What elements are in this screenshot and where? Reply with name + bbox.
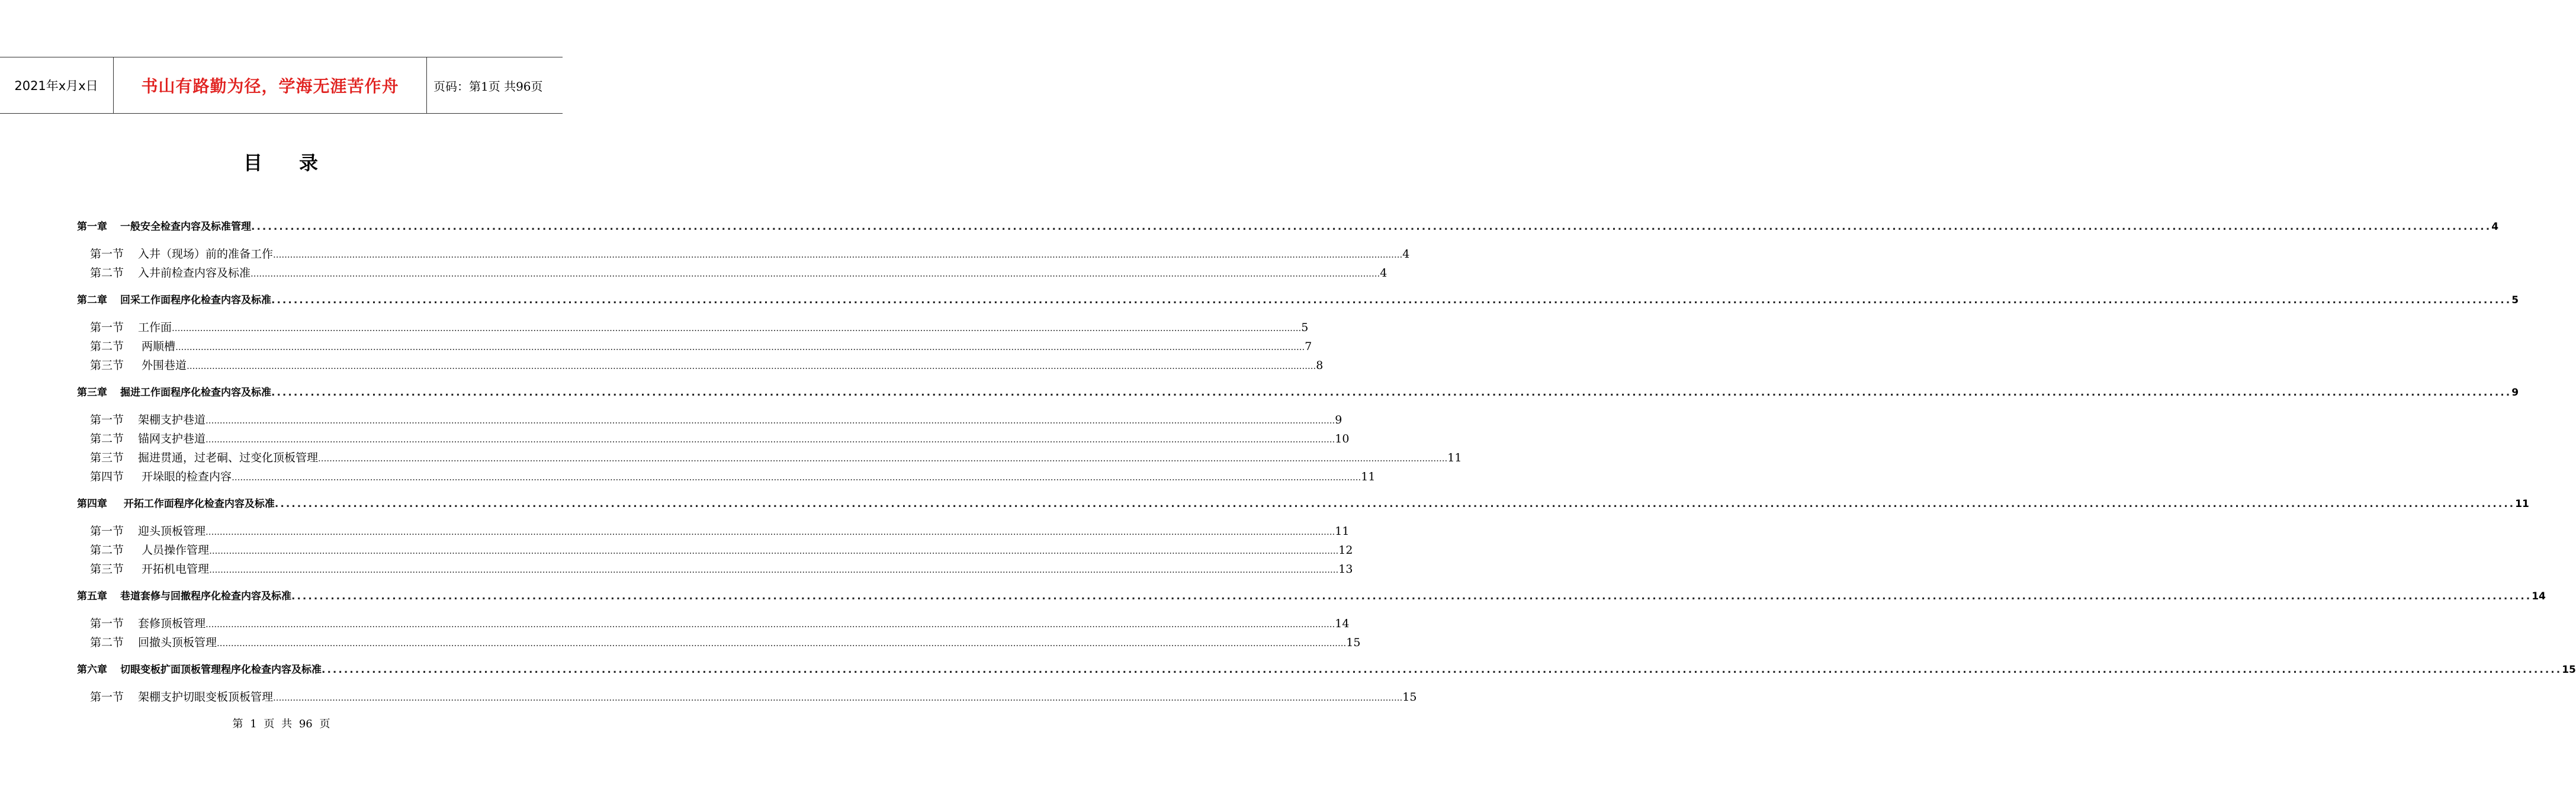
toc-entry-number: 第一节 <box>90 691 124 704</box>
toc-entry-number: 第六章 <box>77 664 107 676</box>
toc-leader-dots: ................................................................................................................................................................................................................................................................................................................................................................................................................ <box>209 564 1339 575</box>
toc-entry-text: 开拓机电管理 <box>138 563 210 576</box>
toc-entry-label <box>77 218 251 233</box>
toc-entry-label <box>90 338 175 354</box>
toc-entry-text: 开垛眼的检查内容 <box>138 470 232 483</box>
toc-entry-number: 第二章 <box>77 294 107 306</box>
toc-section-entry[interactable] <box>90 319 1309 335</box>
toc-entry-label <box>90 449 318 465</box>
toc-entry-number: 第三节 <box>90 359 124 372</box>
toc-leader-dots: ................................................................................................................................................................................................................................................................................................................................................................................................................ <box>274 498 2516 510</box>
toc-entry-label <box>90 411 205 427</box>
toc-entry-text: 入井前检查内容及标准 <box>138 267 251 280</box>
toc-entry-label <box>77 661 322 676</box>
toc-entry-text: 人员操作管理 <box>138 544 210 557</box>
toc-entry-text: 迎头顶板管理 <box>138 525 206 538</box>
toc-entry-number: 第一章 <box>77 221 107 233</box>
toc-entry-label <box>90 245 273 261</box>
toc-leader-dots: ................................................................................................................................................................................................................................................................................................................................................................................................................ <box>251 221 2492 233</box>
page-footer: 第 1 页 共 96 页 <box>232 718 330 730</box>
toc-entry-text: 锚网支护巷道 <box>138 432 206 445</box>
toc-leader-dots: ................................................................................................................................................................................................................................................................................................................................................................................................................ <box>273 692 1403 703</box>
toc-entry-text: 两顺槽 <box>138 340 176 353</box>
toc-chapter-entry[interactable] <box>77 661 2576 676</box>
toc-entry-text: 掘进贯通，过老硐、过变化顶板管理 <box>138 451 319 464</box>
toc-leader-dots: ................................................................................................................................................................................................................................................................................................................................................................................................................ <box>205 619 1335 630</box>
toc-entry-number: 第五章 <box>77 590 107 602</box>
toc-entry-label <box>90 468 232 484</box>
toc-entry-label <box>90 560 209 576</box>
toc-leader-dots: ................................................................................................................................................................................................................................................................................................................................................................................................................ <box>205 415 1335 426</box>
toc-section-entry[interactable] <box>90 468 1376 484</box>
toc-entry-text: 一般安全检查内容及标准管理 <box>120 221 251 233</box>
toc-title-left: 目 <box>243 152 264 174</box>
toc-page-number: 12 <box>1338 544 1353 557</box>
toc-entry-label <box>90 319 172 335</box>
toc-leader-dots: ................................................................................................................................................................................................................................................................................................................................................................................................................ <box>175 342 1305 352</box>
toc-entry-label <box>77 495 275 510</box>
toc-entry-number: 第二节 <box>90 267 124 280</box>
toc-section-entry[interactable] <box>90 338 1312 354</box>
toc-entry-number: 第一节 <box>90 525 124 538</box>
toc-entry-label <box>90 634 217 650</box>
toc-leader-dots: ................................................................................................................................................................................................................................................................................................................................................................................................................ <box>271 387 2512 399</box>
toc-entry-text: 回采工作面程序化检查内容及标准 <box>120 294 271 306</box>
toc-entry-text: 入井（现场）前的准备工作 <box>138 248 274 261</box>
toc-page-number: 4 <box>1380 267 1387 280</box>
page-header <box>0 57 563 114</box>
toc-section-entry[interactable] <box>90 522 1350 538</box>
toc-chapter-entry[interactable] <box>77 495 2529 510</box>
toc-section-entry[interactable] <box>90 357 1324 373</box>
toc-title <box>0 148 563 175</box>
toc-leader-dots: ................................................................................................................................................................................................................................................................................................................................................................................................................ <box>271 294 2512 306</box>
toc-page-number: 15 <box>2562 664 2576 676</box>
toc-page-number: 9 <box>2511 387 2519 399</box>
toc-entry-text: 切眼变板扩面顶板管理程序化检查内容及标准 <box>120 664 322 676</box>
toc-section-entry[interactable] <box>90 430 1350 446</box>
toc-page-number: 11 <box>1361 470 1376 483</box>
toc-section-entry[interactable] <box>90 245 1410 261</box>
header-date: 2021年x月x日 <box>14 79 98 93</box>
toc-chapter-entry[interactable] <box>77 384 2519 399</box>
toc-entry-label <box>90 264 250 280</box>
toc-entry-number: 第四章 <box>77 498 107 510</box>
toc-chapter-entry[interactable] <box>77 588 2546 602</box>
toc-section-entry[interactable] <box>90 264 1387 280</box>
toc-section-entry[interactable] <box>90 411 1342 427</box>
toc-entry-number: 第一节 <box>90 617 124 630</box>
toc-entry-number: 第三章 <box>77 387 107 399</box>
toc-section-entry[interactable] <box>90 634 1361 650</box>
toc-section-entry[interactable] <box>90 541 1353 557</box>
toc-entry-number: 第三节 <box>90 451 124 464</box>
toc-entry-text: 开拓工作面程序化检查内容及标准 <box>120 498 275 510</box>
toc-entry-number: 第一节 <box>90 413 124 426</box>
toc-leader-dots: ................................................................................................................................................................................................................................................................................................................................................................................................................ <box>209 545 1339 556</box>
toc-leader-dots: ................................................................................................................................................................................................................................................................................................................................................................................................................ <box>205 434 1335 445</box>
toc-entry-number: 第二节 <box>90 636 124 649</box>
toc-chapter-entry[interactable] <box>77 291 2519 306</box>
toc-page-number: 14 <box>2532 590 2546 602</box>
toc-section-entry[interactable] <box>90 615 1350 631</box>
toc-page-number: 4 <box>1402 248 1410 261</box>
toc-page-number: 15 <box>1402 691 1417 704</box>
toc-entry-text: 套修顶板管理 <box>138 617 206 630</box>
header-page-info: 页码：第1页 共96页 <box>433 79 543 94</box>
header-motto: 书山有路勤为径，学海无涯苦作舟 <box>113 57 427 113</box>
toc-leader-dots: ................................................................................................................................................................................................................................................................................................................................................................................................................ <box>318 453 1448 464</box>
toc-entry-number: 第二节 <box>90 340 124 353</box>
toc-entry-text: 外围巷道 <box>138 359 187 372</box>
toc-entry-text: 巷道套修与回撤程序化检查内容及标准 <box>120 590 291 602</box>
toc-entry-number: 第三节 <box>90 563 124 576</box>
toc-entry-label <box>90 430 205 446</box>
toc-leader-dots: ................................................................................................................................................................................................................................................................................................................................................................................................................ <box>205 527 1335 537</box>
toc-page-number: 13 <box>1338 563 1353 576</box>
toc-entry-text: 架棚支护切眼变板顶板管理 <box>138 691 274 704</box>
toc-page-number: 15 <box>1346 636 1361 649</box>
toc-entry-number: 第一节 <box>90 248 124 261</box>
toc-entry-label <box>90 541 209 557</box>
toc-leader-dots: ................................................................................................................................................................................................................................................................................................................................................................................................................ <box>187 361 1316 371</box>
toc-entry-text: 工作面 <box>138 321 172 334</box>
toc-page-number: 10 <box>1335 432 1350 445</box>
toc-entry-label <box>90 357 187 373</box>
toc-leader-dots: ................................................................................................................................................................................................................................................................................................................................................................................................................ <box>172 323 1302 333</box>
toc-entry-label <box>90 522 205 538</box>
toc-page-number: 11 <box>1335 525 1350 538</box>
toc-page-number: 5 <box>1301 321 1309 334</box>
toc-title-right: 录 <box>299 152 320 174</box>
toc-section-entry[interactable] <box>90 688 1417 704</box>
toc-entry-label <box>90 688 273 704</box>
toc-entry-label <box>90 615 205 631</box>
toc-leader-dots: ................................................................................................................................................................................................................................................................................................................................................................................................................ <box>250 268 1380 279</box>
toc-entry-text: 架棚支护巷道 <box>138 413 206 426</box>
toc-page-number: 11 <box>2515 498 2529 510</box>
toc-entry-label <box>77 291 271 306</box>
toc-entry-text: 掘进工作面程序化检查内容及标准 <box>120 387 271 399</box>
toc-page-number: 4 <box>2491 221 2499 233</box>
toc-entry-number: 第二节 <box>90 544 124 557</box>
toc-page-number: 14 <box>1335 617 1350 630</box>
toc-section-entry[interactable] <box>90 560 1353 576</box>
toc-page-number: 7 <box>1305 340 1312 353</box>
toc-page-number: 9 <box>1335 413 1342 426</box>
toc-leader-dots: ................................................................................................................................................................................................................................................................................................................................................................................................................ <box>217 638 1347 649</box>
toc-leader-dots: ................................................................................................................................................................................................................................................................................................................................................................................................................ <box>322 664 2562 676</box>
toc-entry-number: 第一节 <box>90 321 124 334</box>
toc-entry-text: 回撤头顶板管理 <box>138 636 217 649</box>
toc-chapter-entry[interactable] <box>77 218 2499 233</box>
toc-page-number: 8 <box>1316 359 1324 372</box>
toc-page-number: 5 <box>2511 294 2519 306</box>
toc-section-entry[interactable] <box>90 449 1462 465</box>
toc-entry-label <box>77 384 271 399</box>
toc-leader-dots: ................................................................................................................................................................................................................................................................................................................................................................................................................ <box>291 590 2532 602</box>
toc-entry-number: 第二节 <box>90 432 124 445</box>
toc-leader-dots: ................................................................................................................................................................................................................................................................................................................................................................................................................ <box>273 249 1403 260</box>
toc-leader-dots: ................................................................................................................................................................................................................................................................................................................................................................................................................ <box>232 472 1361 483</box>
toc-entry-label <box>77 588 291 602</box>
toc-page-number: 11 <box>1447 451 1462 464</box>
toc-entry-number: 第四节 <box>90 470 124 483</box>
